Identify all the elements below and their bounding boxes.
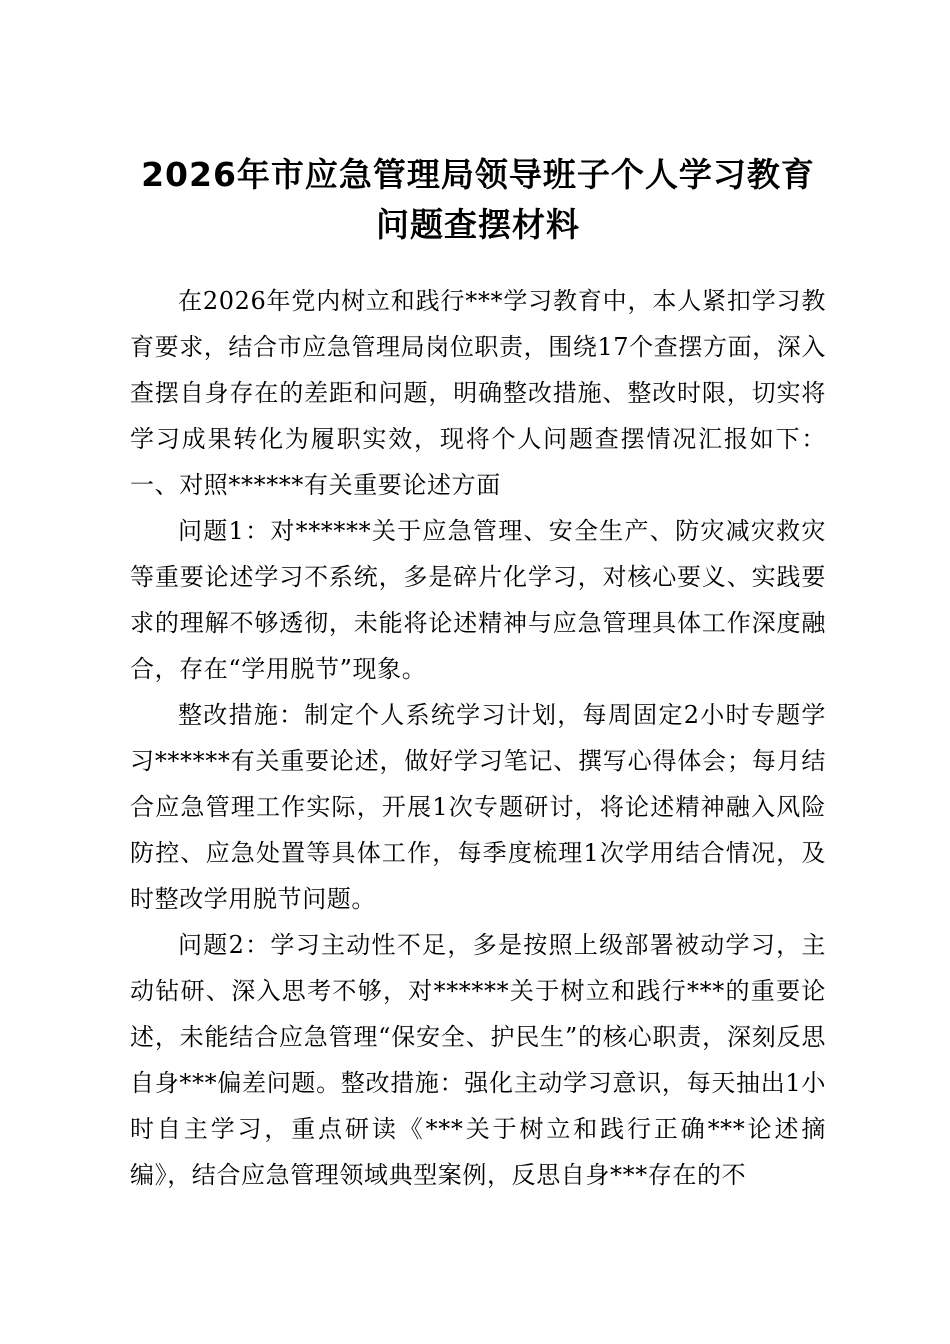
paragraph-intro: 在2026年党内树立和践行***学习教育中，本人紧扣学习教育要求，结合市应急管理局岗位职责，围绕17个查摆方面，深入查摆自身存在的差距和问题，明确整改措施、整改时限，切实将学习成果转化为履职实效，现将个人问题查摆情况汇报如下：一、对照******有关重要论述方面: [130, 287, 826, 499]
document-page: [130, 150, 826, 1198]
paragraph-problem-2: 问题2：学习主动性不足，多是按照上级部署被动学习，主动钻研、深入思考不够，对******关于树立和践行***的重要论述，未能结合应急管理“保安全、护民生”的核心职责，深刻反思自身***偏差问题。整改措施：强化主动学习意识，每天抽出1小时自主学习，重点研读《***关于树立和践行正确***论述摘编》，结合应急管理领域典型案例，反思自身***存在的不: [130, 931, 826, 1189]
document-body: [130, 278, 826, 1198]
paragraph-measure-1: 整改措施：制定个人系统学习计划，每周固定2小时专题学习******有关重要论述，做好学习笔记、撰写心得体会；每月结合应急管理工作实际，开展1次专题研讨，将论述精神融入风险防控、应急处置等具体工作，每季度梳理1次学用结合情况，及时整改学用脱节问题。: [130, 701, 826, 913]
document-title: [130, 150, 826, 250]
title-line-2: 问题查摆材料: [376, 205, 580, 244]
title-line-1: 2026年市应急管理局领导班子个人学习教育: [141, 155, 815, 194]
paragraph-problem-1: 问题1：对******关于应急管理、安全生产、防灾减灾救灾等重要论述学习不系统，多是碎片化学习，对核心要义、实践要求的理解不够透彻，未能将论述精神与应急管理具体工作深度融合，存在“学用脱节”现象。: [130, 517, 826, 683]
